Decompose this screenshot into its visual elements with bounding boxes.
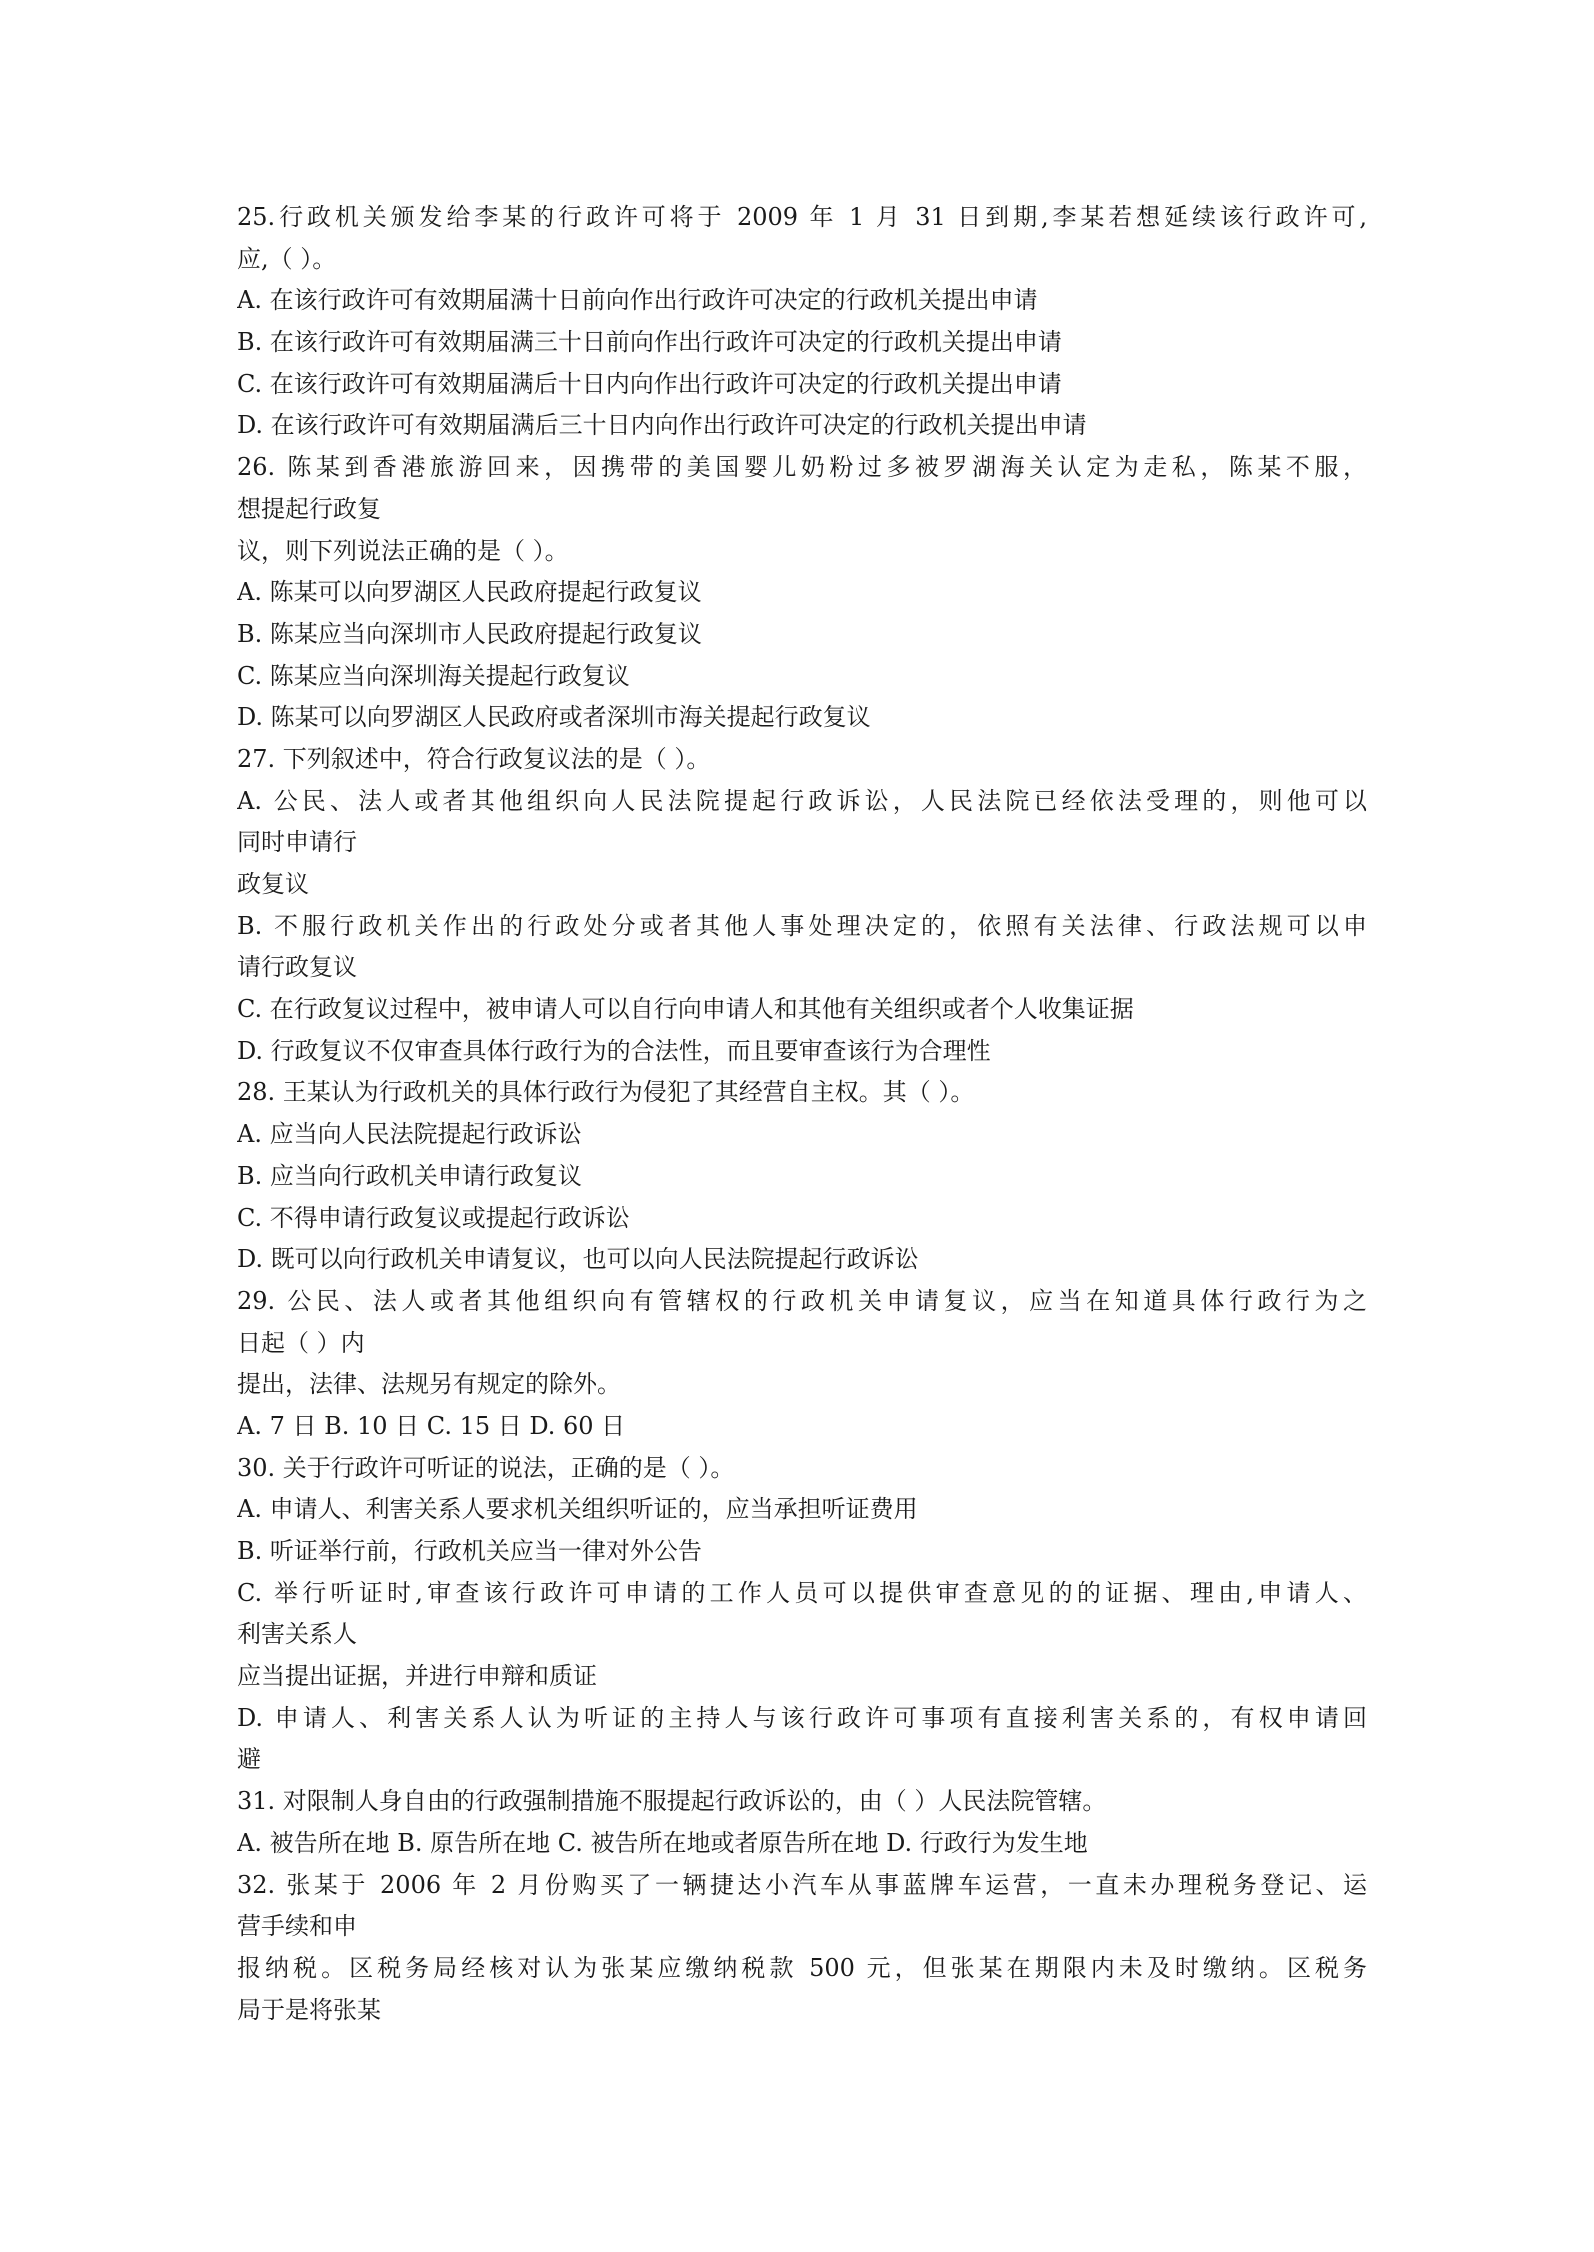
text-line: A. 应当向人民法院提起行政诉讼: [237, 1120, 582, 1149]
text-line: B. 在该行政许可有效期届满三十日前向作出行政许可决定的行政机关提出申请: [237, 328, 1062, 357]
text-line: A. 申请人、利害关系人要求机关组织听证的，应当承担听证费用: [237, 1495, 918, 1524]
text-line: 营手续和申: [237, 1912, 357, 1941]
text-line: D. 在该行政许可有效期届满后三十日内向作出行政许可决定的行政机关提出申请: [237, 411, 1087, 440]
text-line: B. 陈某应当向深圳市人民政府提起行政复议: [237, 619, 702, 648]
text-line: 28. 王某认为行政机关的具体行政行为侵犯了其经营自主权。其（ ）。: [237, 1078, 975, 1107]
text-line: 应当提出证据，并进行申辩和质证: [237, 1662, 597, 1691]
text-line: C. 不得申请行政复议或提起行政诉讼: [237, 1203, 630, 1232]
text-line: 27. 下列叙述中，符合行政复议法的是（ ）。: [237, 744, 711, 773]
text-line: 31. 对限制人身自由的行政强制措施不服提起行政诉讼的，由（ ）人民法院管辖。: [237, 1787, 1107, 1816]
text-line: 想提起行政复: [237, 494, 381, 523]
text-line: 局于是将张某: [237, 1995, 381, 2024]
text-line: 32. 张某于 2006 年 2 月份购买了一辆捷达小汽车从事蓝牌车运营，一直未办理税务登记、运: [237, 1870, 1367, 1899]
text-line: A. 在该行政许可有效期届满十日前向作出行政许可决定的行政机关提出申请: [237, 286, 1038, 315]
text-line: 30. 关于行政许可听证的说法，正确的是（ ）。: [237, 1453, 735, 1482]
text-line: 日起（ ）内: [237, 1328, 365, 1357]
text-line: C. 举行听证时,审查该行政许可申请的工作人员可以提供审查意见的的证据、理由,申请人、: [237, 1578, 1367, 1607]
text-line: D. 申请人、利害关系人认为听证的主持人与该行政许可事项有直接利害关系的，有权申请回: [237, 1703, 1367, 1732]
text-line: 议，则下列说法正确的是（ ）。: [237, 536, 569, 565]
text-line: 25.行政机关颁发给李某的行政许可将于 2009 年 1 月 31 日到期,李某若想延续该行政许可,: [237, 203, 1367, 231]
text-line: 应,（ ）。: [237, 244, 337, 273]
document-body: [237, 197, 1367, 2031]
text-line: A. 被告所在地 B. 原告所在地 C. 被告所在地或者原告所在地 D. 行政行为发生地: [237, 1828, 1088, 1857]
text-line: 请行政复议: [237, 953, 357, 982]
text-line: C. 在该行政许可有效期届满后十日内向作出行政许可决定的行政机关提出申请: [237, 369, 1062, 398]
text-line: 避: [237, 1745, 261, 1774]
text-line: 同时申请行: [237, 828, 357, 857]
text-line: D. 行政复议不仅审查具体行政行为的合法性，而且要审查该行为合理性: [237, 1036, 991, 1065]
text-line: B. 应当向行政机关申请行政复议: [237, 1161, 582, 1190]
text-line: 报纳税。区税务局经核对认为张某应缴纳税款 500 元，但张某在期限内未及时缴纳。区税务: [237, 1953, 1367, 1982]
text-line: 29. 公民、法人或者其他组织向有管辖权的行政机关申请复议，应当在知道具体行政行为之: [237, 1286, 1367, 1315]
text-line: C. 陈某应当向深圳海关提起行政复议: [237, 661, 630, 690]
text-line: A. 陈某可以向罗湖区人民政府提起行政复议: [237, 578, 702, 607]
text-line: D. 既可以向行政机关申请复议，也可以向人民法院提起行政诉讼: [237, 1245, 919, 1274]
text-line: B. 听证举行前，行政机关应当一律对外公告: [237, 1537, 702, 1565]
text-line: 利害关系人: [237, 1620, 357, 1649]
text-line: 26. 陈某到香港旅游回来，因携带的美国婴儿奶粉过多被罗湖海关认定为走私，陈某不服，: [237, 453, 1367, 482]
text-line: 政复议: [237, 870, 309, 898]
text-line: C. 在行政复议过程中，被申请人可以自行向申请人和其他有关组织或者个人收集证据: [237, 995, 1134, 1024]
text-line: A. 公民、法人或者其他组织向人民法院提起行政诉讼，人民法院已经依法受理的，则他可以: [237, 786, 1367, 815]
text-line: A. 7 日 B. 10 日 C. 15 日 D. 60 日: [237, 1411, 626, 1440]
text-line: B. 不服行政机关作出的行政处分或者其他人事处理决定的，依照有关法律、行政法规可以申: [237, 911, 1367, 940]
text-line: 提出，法律、法规另有规定的除外。: [237, 1370, 621, 1399]
text-line: D. 陈某可以向罗湖区人民政府或者深圳市海关提起行政复议: [237, 703, 871, 732]
